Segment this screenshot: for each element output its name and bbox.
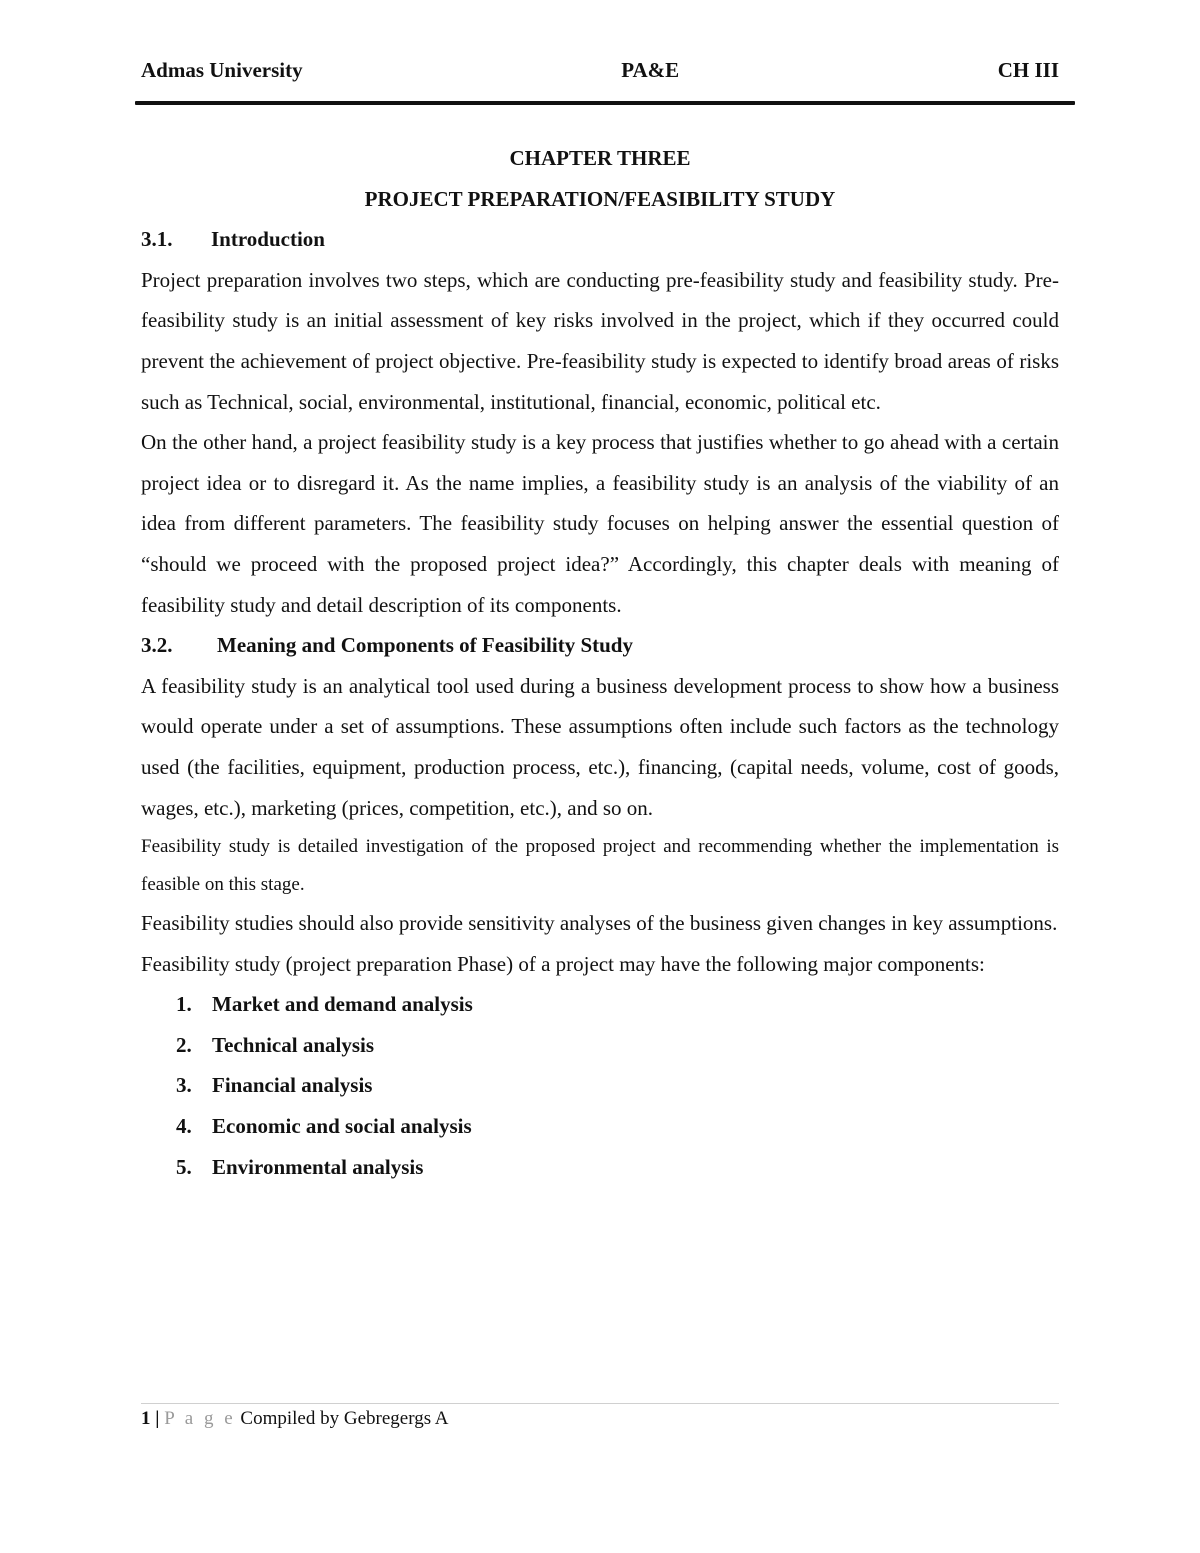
- paragraph: Feasibility study (project preparation Phase) of a project may have the following major components:: [141, 951, 985, 976]
- list-item: 5. Environmental analysis: [176, 1154, 424, 1179]
- header-chapter: CH III: [997, 58, 1059, 82]
- page-footer: [141, 1406, 449, 1432]
- paragraph: On the other hand, a project feasibility study is a key process that justifies whether to go ahead with a certain project idea or to disregard it. As the name implies, a feasibility study is an analysis of the viability of an idea from different parameters. The feasibility study focuses on helping answer the essential question of “should we proceed with the proposed project idea?” Accordingly, this chapter deals with meaning of feasibility study and detail description of its components.: [141, 430, 1059, 617]
- page-number: 1: [141, 1408, 151, 1429]
- section-number: 3.1.: [141, 227, 173, 252]
- chapter-subtitle: PROJECT PREPARATION/FEASIBILITY STUDY: [364, 186, 836, 211]
- header-university: Admas University: [141, 58, 303, 82]
- section-heading-introduction: [141, 219, 1059, 260]
- paragraph: Feasibility study is detailed investigation of the proposed project and recommending whether the implementation is feasible on this stage.: [141, 836, 1059, 895]
- footer-separator: |: [155, 1408, 160, 1429]
- page-header: [141, 58, 1059, 83]
- page-content: [141, 138, 1059, 1187]
- list-item: 4. Economic and social analysis: [176, 1114, 472, 1139]
- section-heading-meaning: [141, 625, 1059, 666]
- paragraph: Feasibility studies should also provide sensitivity analyses of the business given changes in key assumptions.: [141, 911, 1058, 936]
- section-title: Meaning and Components of Feasibility Study: [217, 633, 633, 658]
- chapter-title: CHAPTER THREE: [509, 146, 691, 170]
- section-title: Introduction: [211, 227, 325, 252]
- page-label: P a g e: [164, 1408, 236, 1429]
- footer-rule: [141, 1403, 1059, 1404]
- paragraph: Project preparation involves two steps, which are conducting pre-feasibility study and feasibility study. Pre-feasibility study is an initial assessment of key risks involved in the project, which if they occurred could prevent the achievement of project objective. Pre-feasibility study is expected to identify broad areas of risks such as Technical, social, environmental, institutional, financial, economic, political etc.: [141, 267, 1059, 414]
- paragraph: A feasibility study is an analytical tool used during a business development process to show how a business would operate under a set of assumptions. These assumptions often include such factors as the technology used (the facilities, equipment, production process, etc.), financing, (capital needs, volume, cost of goods, wages, etc.), marketing (prices, competition, etc.), and so on.: [141, 673, 1059, 820]
- compiled-by: Compiled by Gebregergs A: [240, 1408, 449, 1429]
- list-item: 2. Technical analysis: [176, 1032, 375, 1057]
- list-item: 3. Financial analysis: [176, 1073, 373, 1098]
- header-rule: [135, 101, 1075, 105]
- header-course: PA&E: [621, 58, 680, 82]
- components-list: [141, 984, 1059, 1187]
- list-item: 1. Market and demand analysis: [176, 992, 473, 1017]
- section-number: 3.2.: [141, 633, 173, 658]
